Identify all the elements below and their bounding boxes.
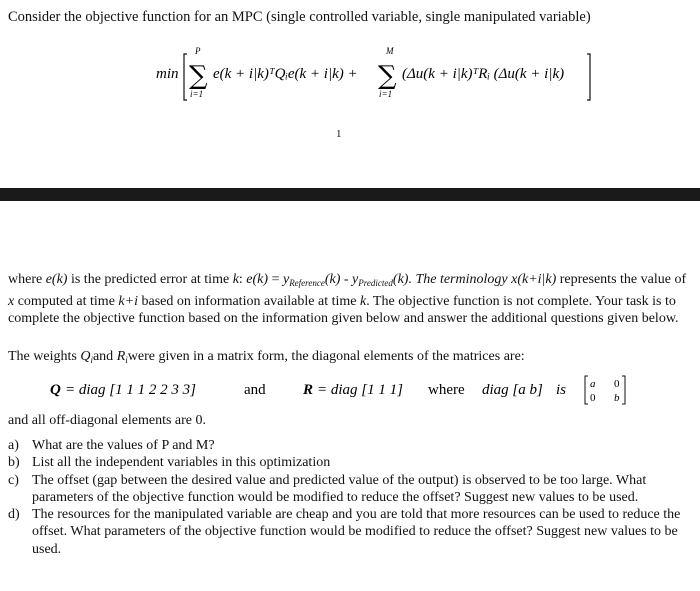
- is-word: is: [556, 382, 567, 398]
- min-label: min: [156, 66, 179, 82]
- question-b: [8, 454, 696, 471]
- sum2-symbol: ∑: [378, 61, 397, 91]
- matrix-a: a: [590, 378, 596, 390]
- question-label: a): [8, 438, 19, 453]
- question-text: What are the values of P and M?: [32, 438, 215, 453]
- page-divider: [0, 188, 700, 201]
- question-c: [8, 472, 696, 507]
- q-name: Q: [50, 382, 61, 398]
- matrix-graphic: [0, 372, 700, 410]
- sum1-lower: i=1: [190, 89, 204, 99]
- matrix-12: 0: [614, 378, 620, 390]
- question-text: The offset (gap between the desired value and predicted value of the output) is observed to be too large. What parameters of the objective function would be modified to reduce the offset? Suggest new values to be used.: [32, 472, 647, 505]
- question-d: [8, 506, 696, 558]
- question-text: List all the independent variables in this optimization: [32, 455, 331, 471]
- r-definition: = diag [1 1 1]: [317, 382, 403, 398]
- objective-formula: [150, 44, 610, 102]
- matrix-b: b: [614, 392, 620, 404]
- term1: e(k + i|k)ᵀQᵢe(k + i|k) +: [213, 66, 358, 82]
- question-a: [8, 437, 696, 454]
- sum2-upper: M: [386, 46, 394, 56]
- diag-ab: diag [a b]: [482, 382, 543, 398]
- q-definition: = diag [1 1 1 2 2 3 3]: [65, 382, 196, 398]
- matrix-right-bracket: [622, 376, 625, 404]
- question-label: c): [8, 472, 19, 488]
- question-list: [8, 437, 696, 558]
- off-diagonal-note: and all off-diagonal elements are 0.: [8, 413, 206, 428]
- question-label: b): [8, 455, 20, 471]
- matrix-left-bracket: [585, 376, 588, 404]
- formula-graphic: [150, 44, 610, 102]
- r-name: R: [303, 382, 314, 398]
- sum1-upper: P: [195, 46, 201, 56]
- question-text: The resources for the manipulated variable are cheap and you are told that more resources can be used to reduce the offset. What parameters of the objective function would be modified to reduce the offset? Suggest new values to be used.: [32, 507, 681, 557]
- sum1-symbol: ∑: [189, 61, 208, 91]
- description-paragraph: where e(k) is the predicted error at time k: $e(k) = y_{Reference}(k) - y_{Predicted}(k)$. The terminology x(k+i|k) represents the value of x computed at time k+i based on information available at time k. The objective function is not complete. Your task is to complete the objective function based on the information given below and answer the additional questions given below.: [8, 272, 687, 326]
- term2: (Δu(k + i|k)ᵀRᵢ (Δu(k + i|k): [402, 66, 565, 82]
- intro-text: Consider the objective function for an MPC (single controlled variable, single manipulated variable): [8, 9, 591, 25]
- matrix-definitions: [0, 372, 700, 410]
- sum2-lower: i=1: [379, 89, 393, 99]
- where-word: where: [428, 382, 465, 398]
- page-number: 1: [336, 128, 342, 140]
- left-bracket: [184, 54, 187, 100]
- right-bracket: [587, 54, 590, 100]
- matrix-21: 0: [590, 392, 596, 404]
- weights-text: The weights $Q_iand$ $R_iwere$ given in a matrix form, the diagonal elements of the matrices are:: [8, 349, 525, 365]
- and-word: and: [244, 382, 266, 398]
- question-label: d): [8, 507, 20, 523]
